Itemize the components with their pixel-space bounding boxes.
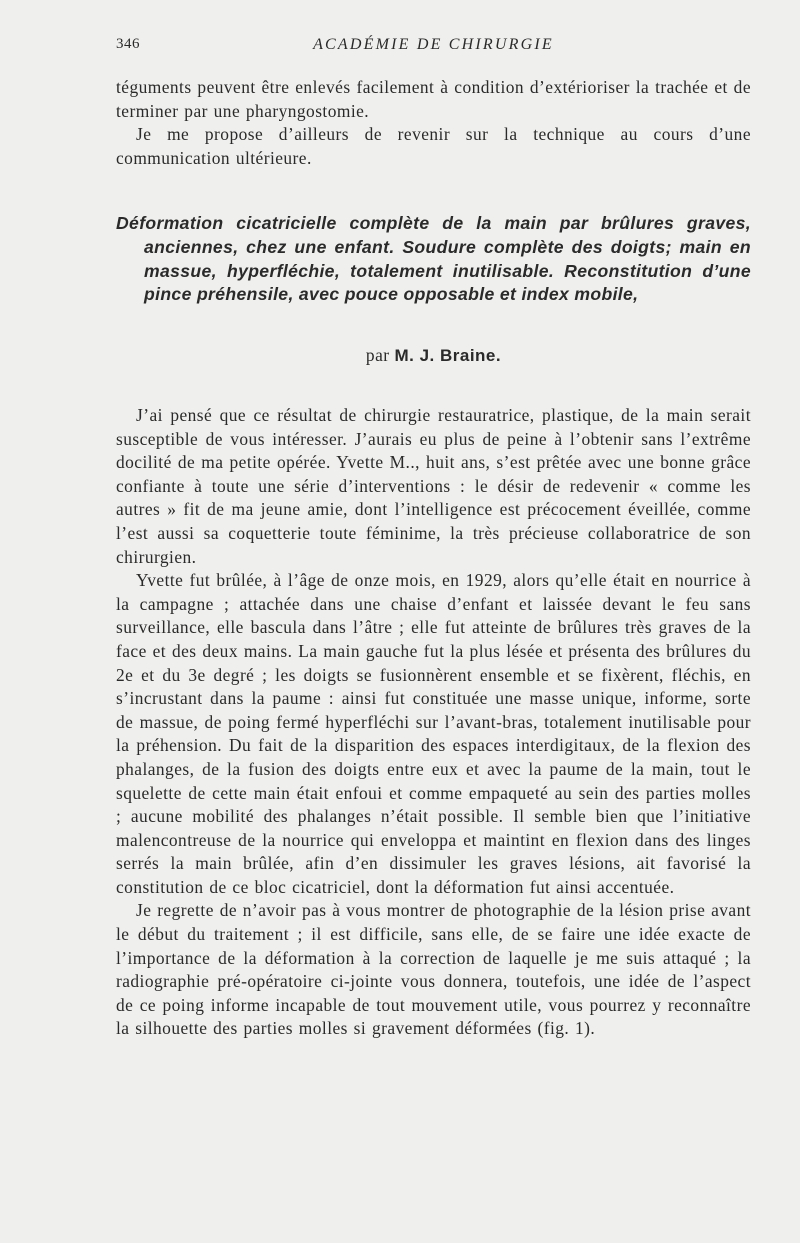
body-paragraph-3: Je regrette de n’avoir pas à vous montrer de photographie de la lésion prise avant le début du traitement ; il est difficile, sans elle, de se faire une idée exacte de l’importance de la déformation à la correction de laquelle je me suis attaqué ; la radiographie pré-opératoire ci-jointe vous donnera, toutefois, une idée de l’aspect de ce poing informe incapable de tout mouvement utile, vous pourrez y reconnaître la silhouette des parties molles si gravement déformées (fig. 1). xyxy=(116,900,751,1039)
article-title-text: Déformation cicatricielle complète de la main par brûlures graves, anciennes, chez une enfant. Soudure complète des doigts; main en massue, hyperfléchie, totalement inutilisable. Reconstitution d’une pince préhensile, avec pouce opposable et index mobile, xyxy=(116,213,751,305)
body-paragraph-1: J’ai pensé que ce résultat de chirurgie restauratrice, plastique, de la main serait susceptible de vous intéresser. J’aurais eu plus de peine à l’obtenir sans l’extrême docilité de ma petite opérée. Yvette M.., huit ans, s’est prêtée avec une bonne grâce confiante à toute une série d’interventions : le désir de redevenir « comme les autres » fit de ma jeune amie, dont l’intelligence est précocement éveillée, comme l’est aussi sa coquetterie toute féminime, la très précieuse collaboratrice de son chirurgien. xyxy=(116,405,751,567)
byline xyxy=(116,345,751,366)
intro-text xyxy=(116,76,751,170)
article-title xyxy=(116,212,751,307)
body-paragraph-2: Yvette fut brûlée, à l’âge de onze mois, en 1929, alors qu’elle était en nourrice à la campagne ; attachée dans une chaise d’enfant et laissée devant le feu sans surveillance, elle bascula dans l’âtre ; elle fut atteinte de brûlures très graves de la face et des deux mains. La main gauche fut la plus lésée et présenta des brûlures du 2e et du 3e degré ; les doigts se fusionnèrent ensemble et se fixèrent, fléchis, en s’incrustant dans la paume : ainsi fut constituée une masse unique, informe, sorte de massue, de poing fermé hyperfléchi sur l’avant-bras, totalement inutilisable pour la préhension. Du fait de la disparition des espaces interdigitaux, de la flexion des phalanges, de la fusion des doigts entre eux et avec la paume de la main, tout le squelette de cette main était enfoui et comme empaqueté au sein des parties molles ; aucune mobilité des phalanges n’était possible. Il semble bien que l’initiative malencontreuse de la nourrice qui enveloppa et maintint en flexion dans des linges serrés la main brûlée, afin d’en dissimuler les graves lésions, ait favorisé la constitution de ce bloc cicatriciel, dont la déformation fut ainsi accentuée. xyxy=(116,570,751,897)
intro-paragraph-2: Je me propose d’ailleurs de revenir sur la technique au cours d’une communication ultérieure. xyxy=(116,124,751,168)
running-header xyxy=(116,36,751,60)
journal-title: ACADÉMIE DE CHIRURGIE xyxy=(313,36,554,53)
byline-prefix: par xyxy=(365,345,390,365)
page-number: 346 xyxy=(116,36,140,52)
article-body xyxy=(116,404,751,1041)
intro-paragraph-1: téguments peuvent être enlevés facilement à condition d’extérioriser la trachée et de terminer par une pharyngostomie. xyxy=(116,77,751,121)
author-name: M. J. Braine. xyxy=(394,346,502,365)
